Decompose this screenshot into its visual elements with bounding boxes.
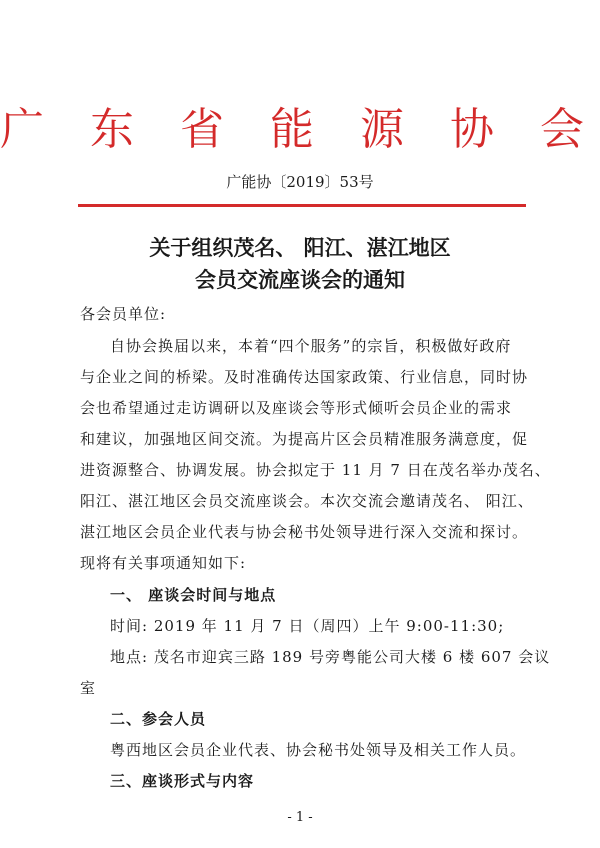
paragraph-line: 自协会换届以来，本着“四个服务”的宗旨，积极做好政府 (110, 337, 512, 355)
page-number: - 1 - (287, 810, 313, 825)
section-heading-attendees: 二、参会人员 (110, 710, 207, 728)
paragraph-line: 和建议，加强地区间交流。为提高片区会员精准服务满意度，促 (80, 430, 529, 448)
document-number: 广能协〔2019〕53号 (226, 173, 374, 191)
meeting-place-continued: 室 (80, 679, 97, 697)
notice-title-line-1: 关于组织茂名、 阳江、湛江地区 (149, 235, 451, 260)
red-divider-line (78, 204, 526, 207)
salutation: 各会员单位: (80, 305, 167, 323)
section-heading-format: 三、座谈形式与内容 (110, 772, 255, 790)
meeting-place: 地点: 茂名市迎宾三路 189 号旁粤能公司大楼 6 楼 607 会议 (110, 648, 551, 666)
organization-name: 广 东 省 能 源 协 会 (0, 104, 600, 155)
paragraph-line: 会也希望通过走访调研以及座谈会等形式倾听会员企业的需求 (80, 399, 513, 417)
meeting-time: 时间: 2019 年 11 月 7 日（周四）上午 9:00-11:30; (110, 617, 505, 635)
paragraph-line: 进资源整合、协调发展。协会拟定于 11 月 7 日在茂名举办茂名、 (80, 461, 551, 479)
paragraph-line: 现将有关事项通知如下: (80, 554, 247, 572)
section-heading-time-place: 一、 座谈会时间与地点 (110, 586, 277, 604)
paragraph-line: 湛江地区会员企业代表与协会秘书处领导进行深入交流和探讨。 (80, 523, 529, 541)
paragraph-line: 与企业之间的桥梁。及时准确传达国家政策、行业信息，同时协 (80, 368, 529, 386)
paragraph-line: 阳江、湛江地区会员交流座谈会。本次交流会邀请茂名、 阳江、 (80, 492, 534, 510)
notice-title-line-2: 会员交流座谈会的通知 (195, 267, 405, 292)
attendees-text: 粤西地区会员企业代表、协会秘书处领导及相关工作人员。 (110, 741, 527, 759)
